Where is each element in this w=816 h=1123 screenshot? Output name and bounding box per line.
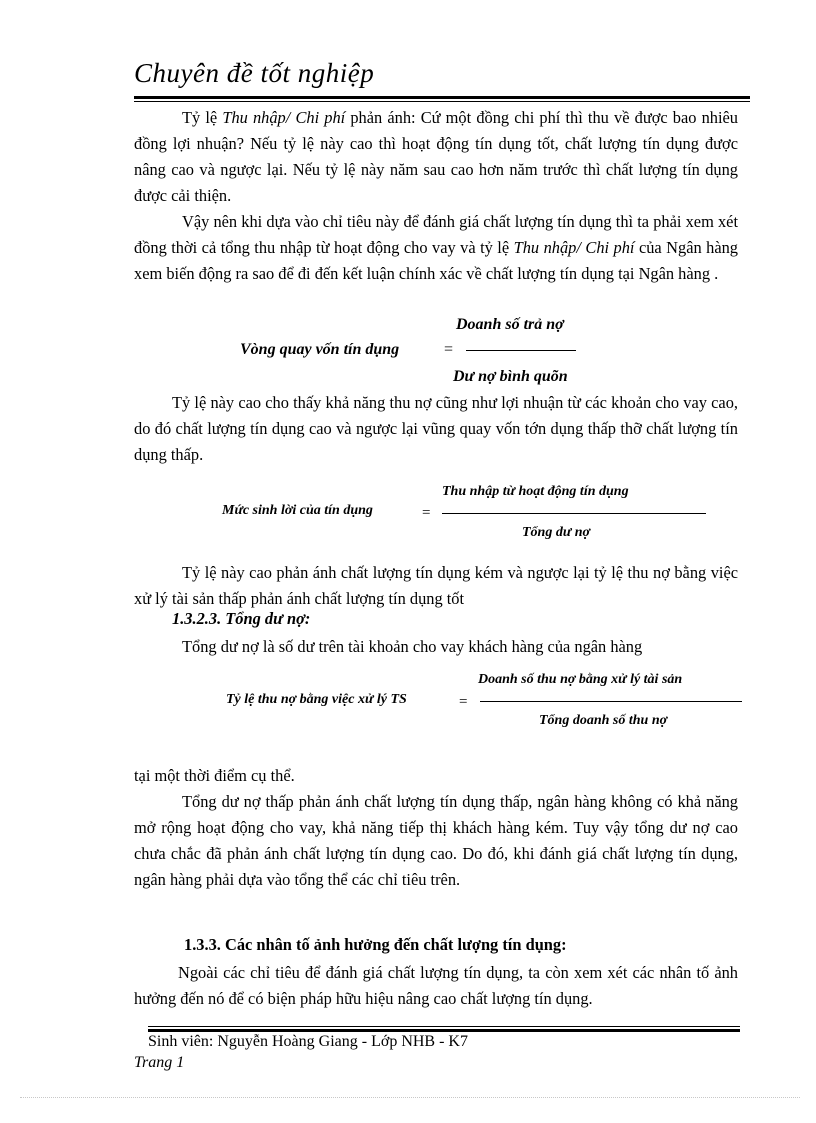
footer-rule-thin xyxy=(148,1026,740,1027)
formula3-fraction-bar xyxy=(480,701,742,702)
formula3-equals: = xyxy=(459,694,468,710)
formula1-equals: = xyxy=(444,341,454,358)
formula2-fraction-bar xyxy=(442,513,706,514)
footer-rule-thick xyxy=(148,1029,740,1032)
para3-text: Tỷ lệ này cao cho thấy khả năng thu nợ cũng như lợi nhuận từ các khoản cho vay cao, do đó chất lượng tín dụng cao và ngược lại vũng quay vốn tớn dụng thấp thỡ chất lượng tín dụng thấp. xyxy=(134,393,738,464)
para1-text-post: phản ánh: Cứ một đồng chi phí thì thu về được bao nhiêu đồng lợi nhuận? Nếu tỷ lệ này cao thì hoạt động tín dụng tốt, chất lượng tín dụng được nâng cao và ngược lại. Nếu tỷ lệ này năm sau cao hơn năm trước thì chất lượng tín dụng được cải thiện. xyxy=(134,108,739,205)
paragraph-8 xyxy=(134,960,738,1012)
para2-text-italic: Thu nhập/ Chi phí xyxy=(513,238,635,257)
formula1-numerator: Doanh số trả nợ xyxy=(456,316,564,333)
footer-student-info: Sinh viên: Nguyễn Hoàng Giang - Lớp NHB - K7 xyxy=(148,1033,468,1050)
paragraph-1 xyxy=(134,105,738,209)
page-header-title: Chuyên đề tốt nghiệp xyxy=(134,58,375,88)
para1-text-italic: Thu nhập/ Chi phí xyxy=(222,108,346,127)
para4-text: Tỷ lệ này cao phản ánh chất lượng tín dụng kém và ngược lại tỷ lệ thu nợ bằng việc xử lý tài sản thấp phản ánh chất lượng tín dụng tốt xyxy=(134,563,738,608)
para8-text: Ngoài các chỉ tiêu để đánh giá chất lượng tín dụng, ta còn xem xét các nhân tố ảnh hưởng đến nó để có biện pháp hữu hiệu nâng cao chất lượng tín dụng. xyxy=(134,963,738,1008)
para1-text-pre: Tỷ lệ xyxy=(182,108,223,127)
para7-text: Tổng dư nợ thấp phản ánh chất lượng tín dụng thấp, ngân hàng không có khả năng mở rộng hoạt động cho vay, khả năng tiếp thị khách hàng kém. Tuy vậy tổng dư nợ cao chưa chắc đã phản ánh chất lượng tín dụng cao. Do đó, khi đánh giá chất lượng tín dụng, ngân hàng phải dựa vào tổng thể các chỉ tiêu trên. xyxy=(134,792,738,889)
formula3-numerator: Doanh số thu nợ bằng xử lý tài sản xyxy=(478,672,683,687)
formula3-label: Tỷ lệ thu nợ bằng việc xử lý TS xyxy=(226,692,407,707)
header-rule-thick xyxy=(134,96,750,99)
paragraph-3 xyxy=(134,390,738,468)
page-bottom-dotted-divider xyxy=(20,1097,800,1098)
formula1-fraction-bar xyxy=(466,350,576,351)
formula2-denominator: Tổng dư nợ xyxy=(522,525,591,540)
formula1-label: Vòng quay vốn tín dụng xyxy=(240,341,400,358)
paragraph-7 xyxy=(134,789,738,893)
para2-text-pre: Vậy nên khi dựa vào chỉ tiêu này để đánh giá chất lượng tín dụng thì ta phải xem xét đồng thời cả tổng thu nhập từ hoạt động cho vay và tỷ lệ xyxy=(134,212,738,257)
para6-text: tại một thời điểm cụ thể. xyxy=(134,766,295,785)
formula2-numerator: Thu nhập từ hoạt động tín dụng xyxy=(442,484,629,499)
paragraph-5 xyxy=(134,634,738,660)
section-heading-1-3-3: 1.3.3. Các nhân tố ảnh hưởng đến chất lượng tín dụng: xyxy=(184,935,567,954)
para2-text-post: của Ngân hàng xem biến động ra sao để đi đến kết luận chính xác về chất lượng tín dụng tại Ngân hàng . xyxy=(134,238,738,283)
formula2-label: Mức sinh lời của tín dụng xyxy=(222,503,373,518)
paragraph-6 xyxy=(134,763,738,789)
formula3-denominator: Tổng doanh số thu nợ xyxy=(539,713,668,728)
section-heading-1-3-2-3: 1.3.2.3. Tổng dư nợ: xyxy=(172,609,311,628)
footer-page-number: Trang 1 xyxy=(134,1054,185,1071)
para5-text: Tổng dư nợ là số dư trên tài khoản cho vay khách hàng của ngân hàng xyxy=(182,637,643,656)
formula1-denominator: Dư nợ bình quõn xyxy=(453,368,568,385)
header-rule-thin xyxy=(134,101,750,102)
paragraph-4 xyxy=(134,560,738,612)
paragraph-2 xyxy=(134,209,738,287)
formula2-equals: = xyxy=(422,505,431,521)
